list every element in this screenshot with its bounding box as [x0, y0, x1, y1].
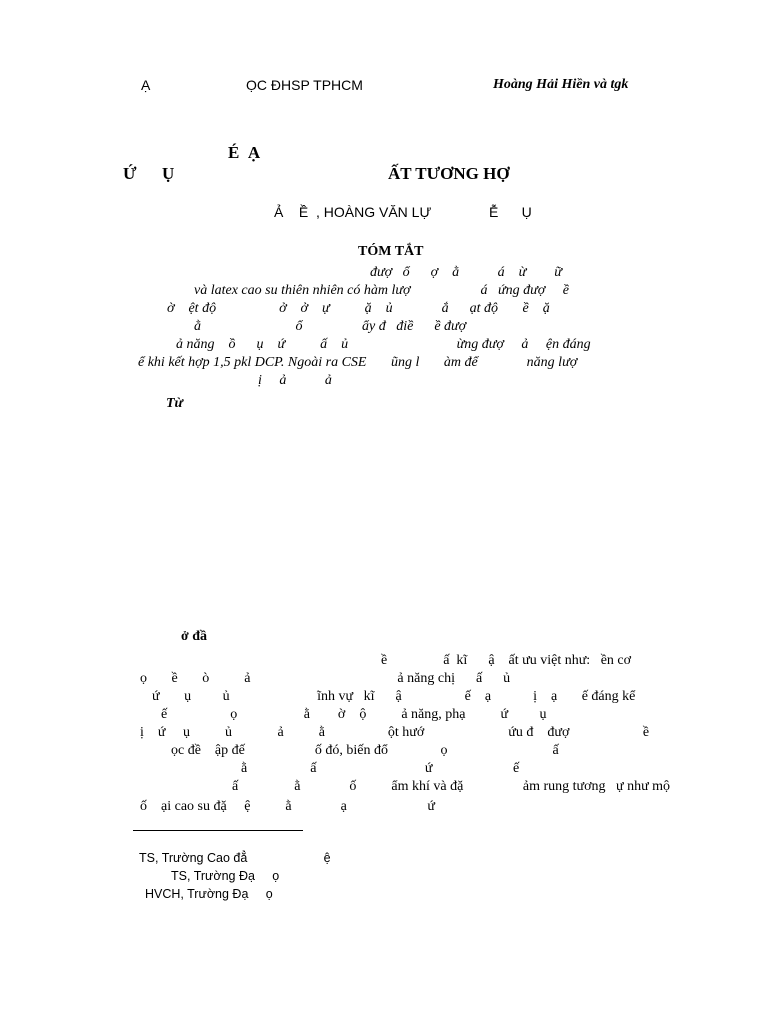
running-header-right: Hoàng Hải Hiền và tgk — [493, 77, 629, 92]
body-line: ứ ụ ủ ĩnh vự kĩ ậ ế ạ ị ạ ế đáng kể — [152, 689, 636, 704]
body-line: ấ ằ ố ẩm khí và đặ ảm rung tương ự như mộ — [232, 779, 671, 794]
author-fragment-b: , HOÀNG VĂN LỰ — [316, 204, 432, 220]
footnote-3: HVCH, Trường Đạ ọ — [145, 887, 273, 901]
footnote-2: TS, Trường Đạ ọ — [171, 869, 280, 883]
body-line: ằ ấ ứ ế — [241, 761, 520, 776]
running-header-left-fragment: Ạ — [141, 77, 151, 93]
author-fragment-a: Ả Ề — [274, 204, 309, 220]
abstract-line: ằ ổ ẩy đ điề ề đượ — [194, 319, 467, 334]
abstract-line: và latex cao su thiên nhiên có hàm lượ á ứng đượ ề — [194, 283, 569, 298]
keywords-label: Từ — [166, 396, 183, 411]
running-header-left: ỌC ĐHSP TPHCM — [246, 77, 363, 93]
author-fragment-c: Ễ Ụ — [489, 204, 532, 220]
footnote-divider — [133, 830, 303, 831]
title-line-2b: ẤT TƯƠNG HỢ — [388, 164, 510, 183]
title-line-2a: Ứ Ụ — [123, 164, 175, 183]
body-line: ị ứ ụ ủ ả ằ ột hướ ứu đ đượ ề — [140, 725, 650, 740]
body-line: ế ọ ằ ờ ộ ả năng, phạ ứ ụ — [161, 707, 547, 722]
body-line: ọc đề ập đế ố đó, biến đổ ọ ấ — [171, 743, 559, 758]
abstract-line: ị ả ả — [258, 373, 332, 388]
body-line: ố ại cao su đặ ệ ằ ạ ứ — [140, 799, 435, 814]
abstract-line: ể khi kết hợp 1,5 pkl DCP. Ngoài ra CSE ũng l àm để năng lượ — [138, 355, 578, 370]
abstract-line: ả năng ồ ụ ứ ấ ủ ừng đượ ả ện đáng — [176, 337, 591, 352]
title-line-1: É Ạ — [228, 143, 261, 162]
abstract-line: đượ ổ ợ ằ á ừ ữ — [370, 265, 562, 280]
section-heading: ở đầ — [181, 629, 208, 644]
footnote-1: TS, Trường Cao đẳ ệ — [139, 851, 331, 865]
abstract-heading: TÓM TẮT — [358, 244, 424, 259]
body-line: ề ấ kĩ ậ ất ưu việt như: ền cơ — [381, 653, 632, 668]
body-line: ọ ề ò ả ả năng chị ấ ủ — [140, 671, 511, 686]
abstract-line: ờ ệt độ ở ở ự ặ ủ ắ ạt độ ề ặ — [167, 301, 550, 316]
